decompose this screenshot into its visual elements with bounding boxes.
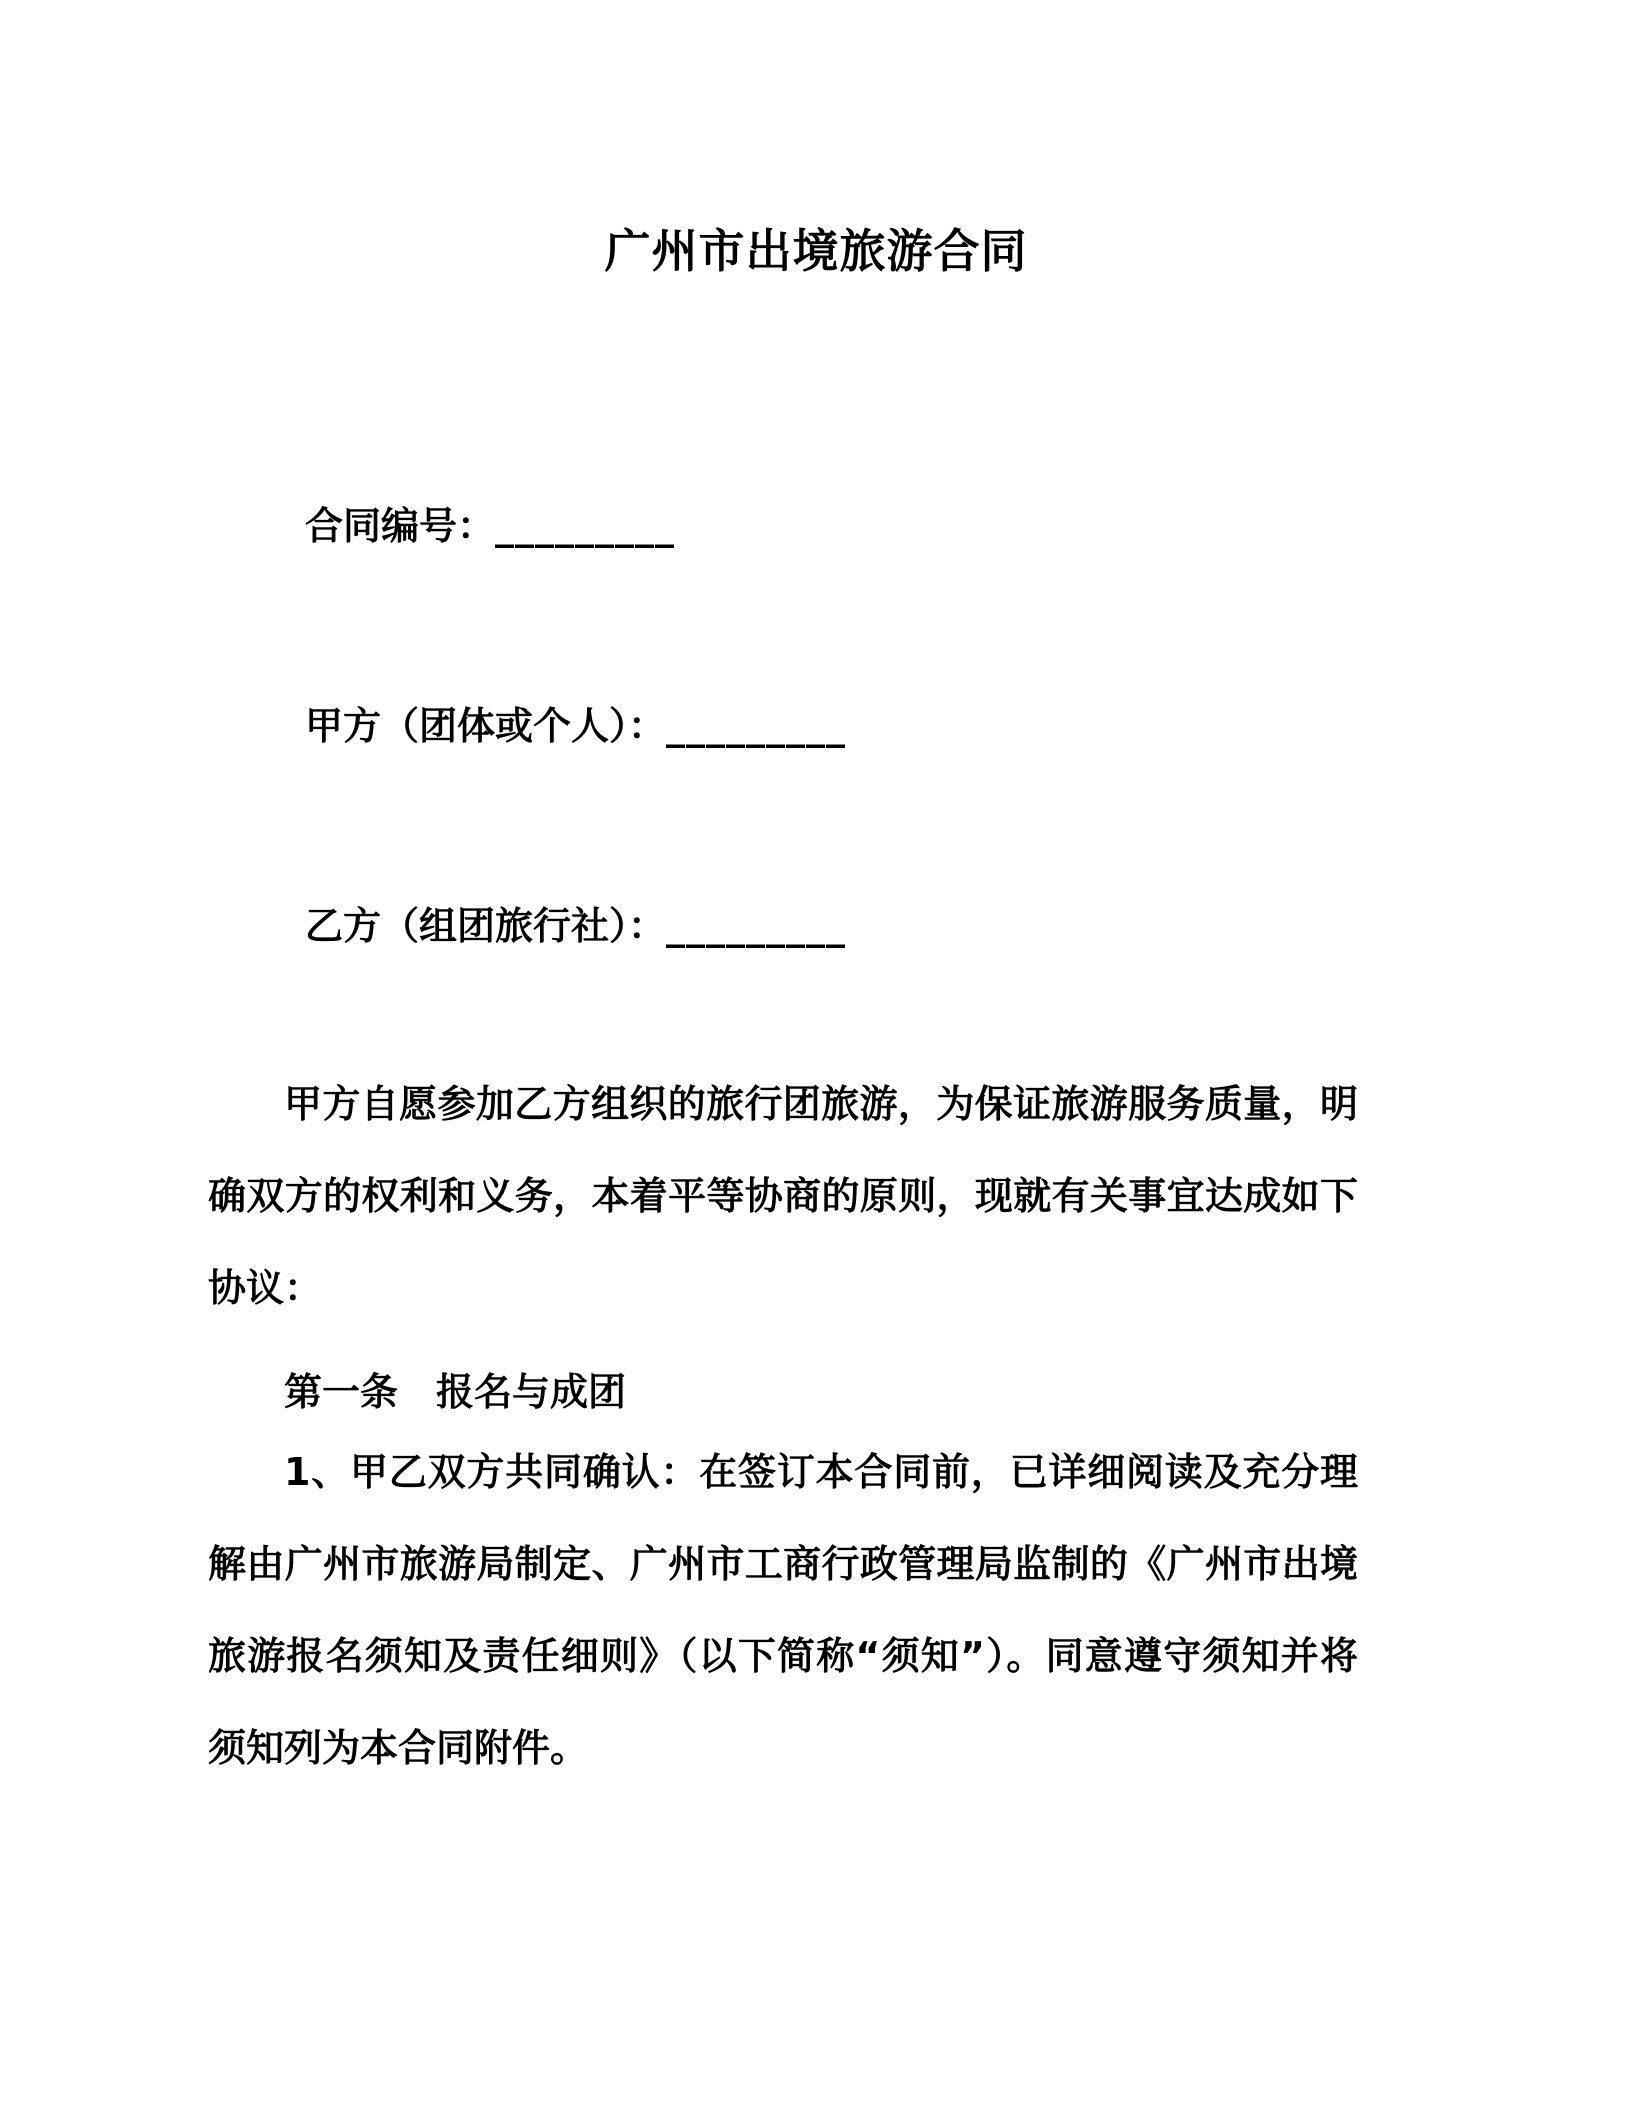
contract-number-blank: _________: [495, 504, 676, 548]
section-1-clause-1: 1、甲乙双方共同确认：在签订本合同前，已详细阅读及充分理解由广州市旅游局制定、广州市工商行政管理局监制的《广州市出境旅游报名须知及责任细则》（以下简称“须知”）。同意遵守须知并将须知列为本合同附件。: [208, 1450, 1358, 1770]
party-a-label: 甲方（团体或个人）：: [305, 704, 667, 748]
document-title: 广州市出境旅游合同: [604, 224, 1028, 278]
party-b-line: [305, 898, 846, 954]
section-1-heading: 第一条 报名与成团: [284, 1370, 627, 1414]
contract-number-line: [305, 498, 675, 554]
party-b-label: 乙方（组团旅行社）：: [305, 904, 667, 948]
contract-number-label: 合同编号：: [305, 504, 496, 548]
party-b-blank: _________: [666, 904, 847, 948]
intro-paragraph: 甲方自愿参加乙方组织的旅行团旅游，为保证旅游服务质量，明确双方的权利和义务，本着平等协商的原则，现就有关事宜达成如下协议：: [208, 1082, 1358, 1310]
party-a-line: [305, 698, 846, 754]
party-a-blank: _________: [666, 704, 847, 748]
